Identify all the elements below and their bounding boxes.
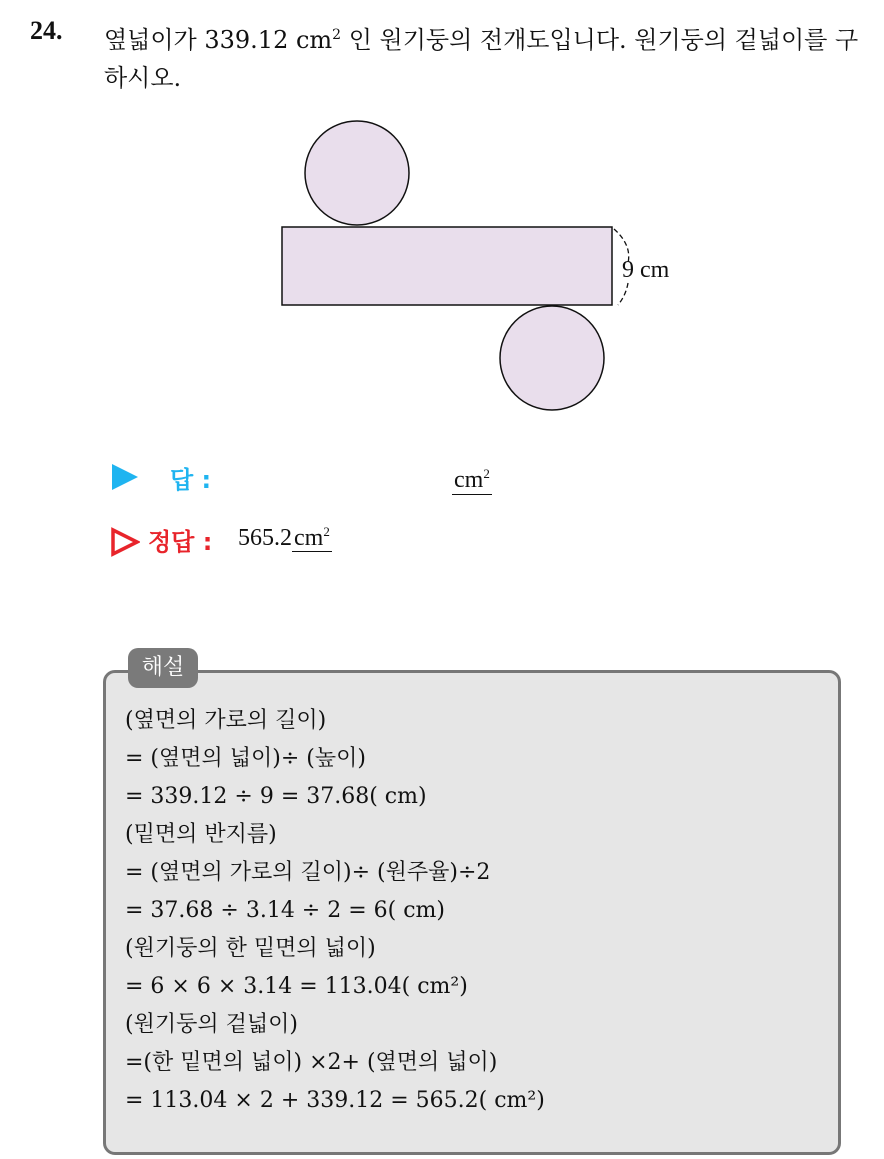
- height-dimension-arc-lower: [618, 283, 628, 305]
- question-number: 24.: [30, 16, 63, 45]
- explanation-line: = (옆면의 가로의 길이)÷ (원주율)÷2: [125, 860, 491, 885]
- explanation-line: (원기둥의 한 밑면의 넓이): [125, 936, 376, 961]
- explanation-line: (원기둥의 겉넓이): [125, 1012, 298, 1037]
- correct-unit-sup: 2: [323, 524, 330, 539]
- cylinder-net-figure: [270, 115, 700, 415]
- answer-unit: [452, 460, 492, 495]
- correct-unit-base: cm: [294, 525, 324, 551]
- question-text-a: 옆넓이가 339.12 cm: [104, 26, 333, 54]
- question-text-sup: 2: [332, 27, 342, 43]
- side-rectangle: [282, 227, 612, 305]
- answer-label: 답 :: [170, 466, 212, 494]
- answer-unit-base: cm: [454, 467, 484, 493]
- explanation-line: (밑면의 반지름): [125, 822, 277, 847]
- explanation-tab: 해설: [128, 648, 198, 688]
- bottom-base-circle: [500, 306, 604, 410]
- explanation-line: = 37.68 ÷ 3.14 ÷ 2 = 6( cm): [125, 898, 445, 923]
- correct-answer: [238, 524, 332, 552]
- explanation-line: = 6 × 6 × 3.14 = 113.04( cm²): [125, 974, 468, 999]
- question-text: [104, 16, 874, 97]
- explanation-line: = (옆면의 넓이)÷ (높이): [125, 746, 366, 771]
- explanation-line: =(한 밑면의 넓이) ×2+ (옆면의 넓이): [125, 1050, 498, 1075]
- explanation-content: [125, 702, 545, 1120]
- answer-unit-sup: 2: [483, 466, 490, 481]
- explanation-line: = 113.04 × 2 + 339.12 = 565.2( cm²): [125, 1088, 545, 1113]
- correct-value-number: 565.2: [238, 525, 292, 551]
- correct-unit: [292, 525, 332, 552]
- explanation-line: = 339.12 ÷ 9 = 37.68( cm): [125, 784, 427, 809]
- explanation-line: (옆면의 가로의 길이): [125, 708, 327, 733]
- answer-triangle-icon: [110, 462, 140, 492]
- correct-triangle-icon: [110, 527, 140, 557]
- question-text-b: 인 원기둥의 전개도입니다. 원기둥의 겉넓이를 구하시오.: [104, 26, 859, 92]
- height-label: 9 cm: [622, 257, 670, 283]
- top-base-circle: [305, 121, 409, 225]
- correct-label: 정답 :: [148, 528, 213, 556]
